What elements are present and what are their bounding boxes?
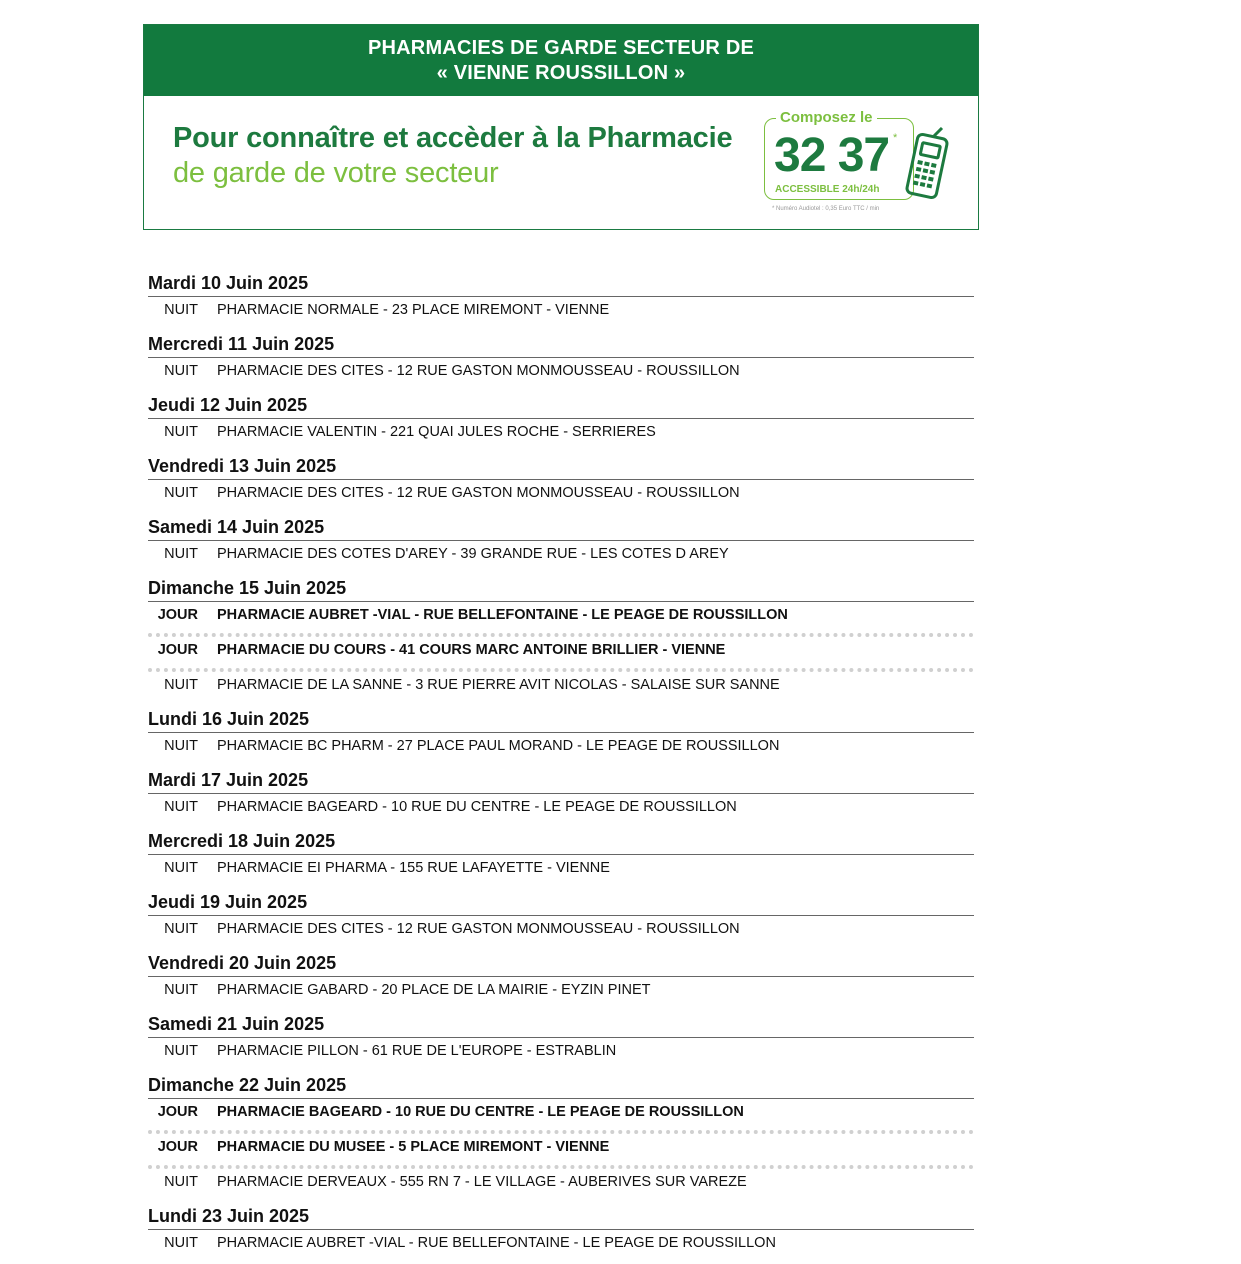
duty-slot-label: NUIT [164,424,198,440]
schedule-day [148,767,974,826]
pharmacy-address: PHARMACIE PILLON - 61 RUE DE L'EUROPE - ESTRABLIN [217,1043,617,1059]
duty-slot-label: NUIT [164,677,198,693]
pharmacy-address: PHARMACIE AUBRET -VIAL - RUE BELLEFONTAINE - LE PEAGE DE ROUSSILLON [217,1235,776,1251]
schedule-day [148,706,974,765]
schedule-day [148,889,974,948]
day-date-heading: Dimanche 22 Juin 2025 [148,1072,974,1099]
schedule-day [148,453,974,512]
day-date-heading: Vendredi 13 Juin 2025 [148,453,974,480]
day-date-heading: Mardi 10 Juin 2025 [148,270,974,297]
pharmacy-address: PHARMACIE GABARD - 20 PLACE DE LA MAIRIE - EYZIN PINET [217,982,651,998]
duty-entry [148,733,974,765]
schedule-day [148,1072,974,1201]
duty-entry [148,1134,974,1169]
duty-slot-label: NUIT [164,738,198,754]
duty-entry [148,1230,974,1262]
pharmacy-address: PHARMACIE DES CITES - 12 RUE GASTON MONMOUSSEAU - ROUSSILLON [217,921,740,937]
banner-title-line1: PHARMACIES DE GARDE SECTEUR DE [367,37,755,59]
duty-entry [148,1099,974,1134]
duty-slot-label: NUIT [164,982,198,998]
day-date-heading: Mercredi 18 Juin 2025 [148,828,974,855]
banner-title-line2: « VIENNE ROUSSILLON » [436,62,686,84]
duty-entry [148,541,974,573]
day-date-heading: Lundi 16 Juin 2025 [148,706,974,733]
duty-entry [148,794,974,826]
duty-slot-label: NUIT [164,799,198,815]
schedule-day [148,575,974,704]
duty-entry [148,855,974,887]
fine-print: * Numéro Audiotel : 0,35 Euro TTC / min [772,206,880,212]
duty-entry [148,1038,974,1070]
schedule-day [148,270,974,329]
phone-callout [760,106,960,226]
schedule-day [148,1203,974,1262]
day-date-heading: Mercredi 11 Juin 2025 [148,331,974,358]
duty-slot-label: NUIT [164,485,198,501]
duty-entry [148,1169,974,1201]
duty-slot-label: NUIT [164,1174,198,1190]
pharmacy-address: PHARMACIE BAGEARD - 10 RUE DU CENTRE - LE PEAGE DE ROUSSILLON [217,1104,744,1120]
header-banner [143,24,979,230]
pharmacy-address: PHARMACIE DES COTES D'AREY - 39 GRANDE RUE - LES COTES D AREY [217,546,729,562]
duty-entry [148,977,974,1009]
day-date-heading: Jeudi 12 Juin 2025 [148,392,974,419]
duty-entry [148,916,974,948]
day-date-heading: Dimanche 15 Juin 2025 [148,575,974,602]
schedule-day [148,950,974,1009]
duty-entry [148,602,974,637]
duty-slot-label: NUIT [164,860,198,876]
duty-slot-label: JOUR [157,1104,198,1120]
duty-slot-label: JOUR [157,1139,198,1155]
phone-number: 32 37 [774,129,890,182]
day-date-heading: Samedi 14 Juin 2025 [148,514,974,541]
duty-entry [148,637,974,672]
day-date-heading: Mardi 17 Juin 2025 [148,767,974,794]
duty-slot-label: NUIT [164,1235,198,1251]
schedule-day [148,392,974,451]
day-date-heading: Vendredi 20 Juin 2025 [148,950,974,977]
compose-label: Composez le [776,109,877,126]
banner-title [144,25,978,96]
pharmacy-address: PHARMACIE DES CITES - 12 RUE GASTON MONMOUSSEAU - ROUSSILLON [217,485,740,501]
pharmacy-address: PHARMACIE DU COURS - 41 COURS MARC ANTOINE BRILLIER - VIENNE [217,642,726,658]
pharmacy-address: PHARMACIE NORMALE - 23 PLACE MIREMONT - VIENNE [217,302,610,318]
day-date-heading: Jeudi 19 Juin 2025 [148,889,974,916]
schedule-day [148,331,974,390]
pharmacy-address: PHARMACIE EI PHARMA - 155 RUE LAFAYETTE - VIENNE [217,860,610,876]
pharmacy-address: PHARMACIE DU MUSEE - 5 PLACE MIREMONT - VIENNE [217,1139,610,1155]
duty-slot-label: NUIT [164,302,198,318]
duty-slot-label: NUIT [164,546,198,562]
schedule-day [148,1011,974,1070]
accessible-label: ACCESSIBLE 24h/24h [772,184,882,195]
duty-schedule [148,270,974,1264]
day-date-heading: Samedi 21 Juin 2025 [148,1011,974,1038]
pharmacy-address: PHARMACIE BAGEARD - 10 RUE DU CENTRE - LE PEAGE DE ROUSSILLON [217,799,737,815]
duty-slot-label: JOUR [157,642,198,658]
duty-entry [148,672,974,704]
schedule-day [148,828,974,887]
duty-entry [148,480,974,512]
duty-slot-label: NUIT [164,363,198,379]
duty-slot-label: NUIT [164,921,198,937]
pharmacy-address: PHARMACIE DERVEAUX - 555 RN 7 - LE VILLAGE - AUBERIVES SUR VAREZE [217,1174,747,1190]
pharmacy-address: PHARMACIE VALENTIN - 221 QUAI JULES ROCHE - SERRIERES [217,424,656,440]
duty-entry [148,419,974,451]
pharmacy-address: PHARMACIE AUBRET -VIAL - RUE BELLEFONTAINE - LE PEAGE DE ROUSSILLON [217,607,788,623]
promo-text-line1: Pour connaître et accèder à la Pharmacie [173,122,733,154]
promo-text-line2: de garde de votre secteur [173,157,499,189]
schedule-day [148,514,974,573]
day-date-heading: Lundi 23 Juin 2025 [148,1203,974,1230]
duty-entry [148,297,974,329]
mobile-phone-icon [900,126,952,202]
duty-slot-label: JOUR [157,607,198,623]
duty-entry [148,358,974,390]
phone-number-star: * [893,132,898,144]
pharmacy-address: PHARMACIE DES CITES - 12 RUE GASTON MONMOUSSEAU - ROUSSILLON [217,363,740,379]
pharmacy-address: PHARMACIE DE LA SANNE - 3 RUE PIERRE AVIT NICOLAS - SALAISE SUR SANNE [217,677,780,693]
duty-slot-label: NUIT [164,1043,198,1059]
pharmacy-address: PHARMACIE BC PHARM - 27 PLACE PAUL MORAND - LE PEAGE DE ROUSSILLON [217,738,780,754]
